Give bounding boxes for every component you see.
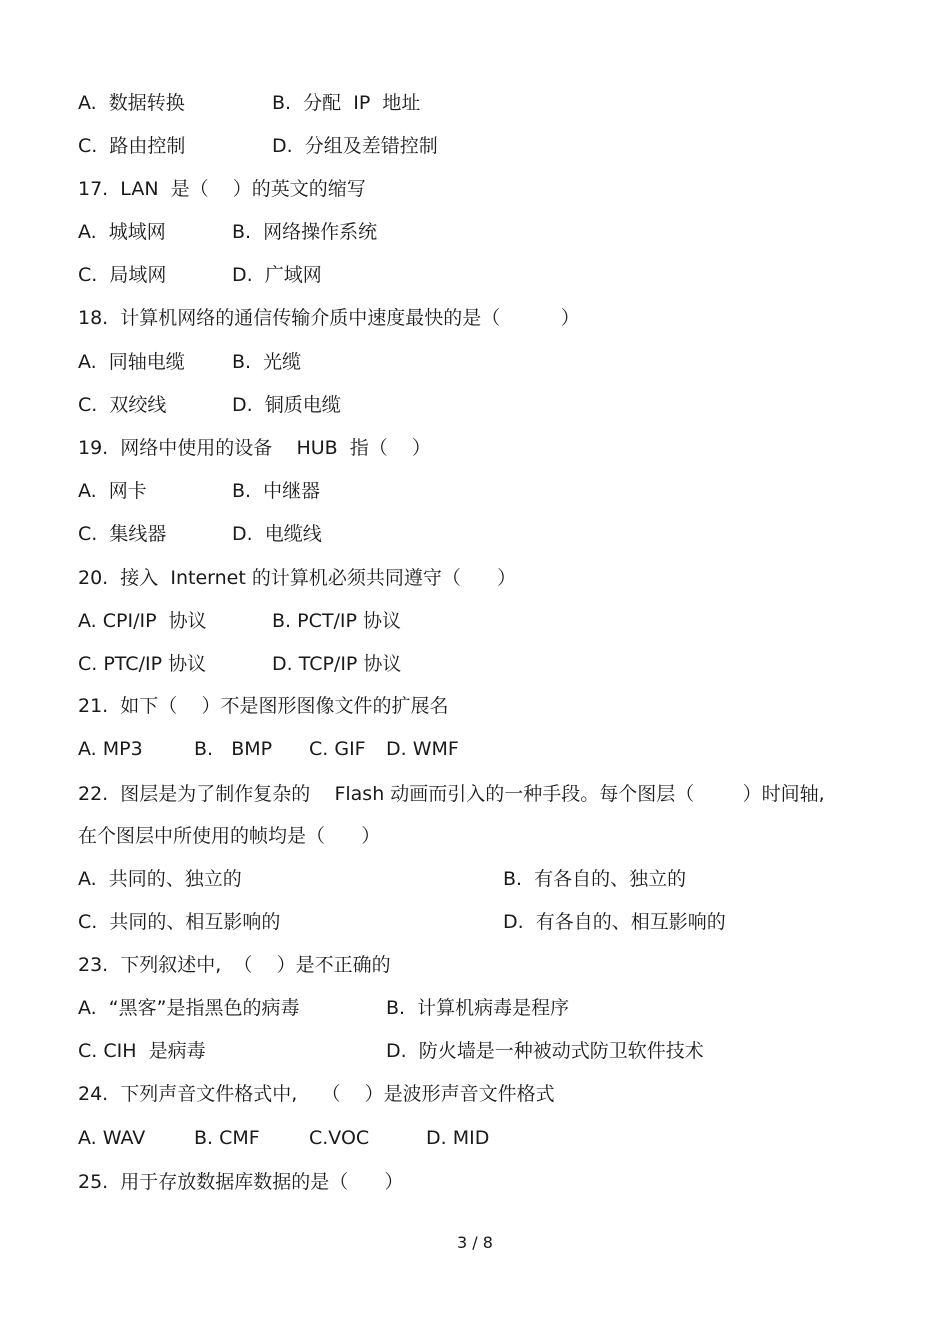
answer-option: B. 中继器 (232, 480, 321, 502)
answer-option: A. CPI/IP 协议 (78, 610, 207, 632)
answer-option: A. MP3 (78, 738, 143, 760)
answer-option: A. “黑客”是指黑色的病毒 (78, 997, 300, 1019)
question-text: 24. 下列声音文件格式中, （ ）是波形声音文件格式 (78, 1083, 555, 1105)
question-text: 25. 用于存放数据库数据的是（ ） (78, 1171, 404, 1193)
answer-option: A. 城域网 (78, 221, 166, 243)
answer-option: B. 光缆 (232, 351, 302, 373)
question-text: 19. 网络中使用的设备 HUB 指（ ） (78, 437, 431, 459)
answer-option: D. TCP/IP 协议 (272, 653, 402, 675)
answer-option: A. 网卡 (78, 480, 147, 502)
page-number: 3 / 8 (457, 1233, 493, 1252)
answer-option: D. 有各自的、相互影响的 (503, 911, 726, 933)
answer-option: A. 数据转换 (78, 92, 185, 114)
question-text: 20. 接入 Internet 的计算机必须共同遵守（ ） (78, 567, 517, 589)
answer-option: D. 防火墙是一种被动式防卫软件技术 (386, 1040, 704, 1062)
answer-option: C. 路由控制 (78, 135, 186, 157)
answer-option: D. MID (426, 1127, 490, 1149)
answer-option: D. 广域网 (232, 264, 322, 286)
answer-option: D. 电缆线 (232, 523, 322, 545)
answer-option: D. 铜质电缆 (232, 394, 341, 416)
question-text: 17. LAN 是（ ）的英文的缩写 (78, 178, 366, 200)
question-text: 22. 图层是为了制作复杂的 Flash 动画而引入的一种手段。每个图层（ ）时间轴, (78, 783, 825, 805)
answer-option: C. PTC/IP 协议 (78, 653, 207, 675)
question-text: 23. 下列叙述中, （ ）是不正确的 (78, 954, 391, 976)
answer-option: B. 分配 IP 地址 (272, 92, 421, 114)
answer-option: A. 共同的、独立的 (78, 868, 242, 890)
answer-option: A. WAV (78, 1127, 146, 1149)
answer-option: C.VOC (309, 1127, 370, 1149)
answer-option: D. WMF (386, 738, 459, 760)
answer-option: C. 共同的、相互影响的 (78, 911, 281, 933)
answer-option: D. 分组及差错控制 (272, 135, 438, 157)
answer-option: C. 局域网 (78, 264, 167, 286)
answer-option: C. GIF (309, 738, 366, 760)
question-text: 18. 计算机网络的通信传输介质中速度最快的是（ ） (78, 307, 580, 329)
answer-option: C. CIH 是病毒 (78, 1040, 206, 1062)
answer-option: A. 同轴电缆 (78, 351, 185, 373)
question-text: 21. 如下（ ）不是图形图像文件的扩展名 (78, 695, 449, 717)
answer-option: B. 计算机病毒是程序 (386, 997, 570, 1019)
answer-option: B. BMP (194, 738, 273, 760)
answer-option: B. 有各自的、独立的 (503, 868, 687, 890)
answer-option: C. 集线器 (78, 523, 167, 545)
answer-option: B. CMF (194, 1127, 260, 1149)
answer-option: B. 网络操作系统 (232, 221, 378, 243)
answer-option: B. PCT/IP 协议 (272, 610, 401, 632)
question-text: 在个图层中所使用的帧均是（ ） (78, 825, 381, 847)
answer-option: C. 双绞线 (78, 394, 167, 416)
